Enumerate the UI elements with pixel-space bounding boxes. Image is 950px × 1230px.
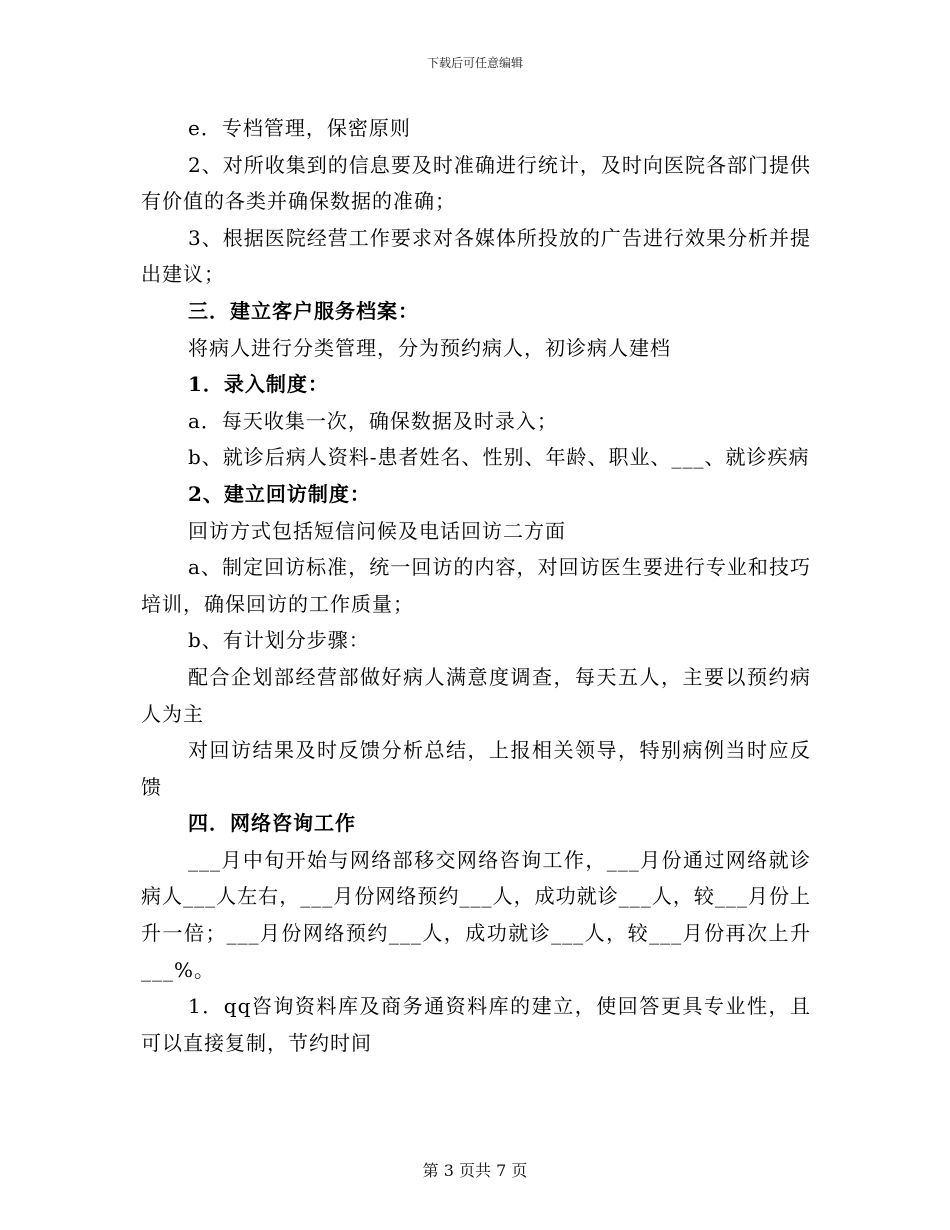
paragraph: 对回访结果及时反馈分析总结，上报相关领导，特别病例当时应反馈	[141, 738, 811, 799]
paragraph: 2、对所收集到的信息要及时准确进行统计，及时向医院各部门提供有价值的各类并确保数据的准确；	[141, 152, 811, 214]
paragraph: 1．qq咨询资料库及商务通资料库的建立，使回答更具专业性，且可以直接复制，节约时间	[141, 994, 811, 1055]
paragraph: ___月中旬开始与网络部移交网络咨询工作，___月份通过网络就诊病人___人左右，___月份网络预约___人，成功就诊___人，较___月份上升一倍；___月份网络预约___人，成功就诊___人，较___月份再次上升___%。	[141, 847, 811, 982]
section-heading: 三．建立客户服务档案：	[188, 298, 419, 323]
page-header: 下载后可任意编辑	[426, 56, 523, 70]
subsection-heading: 1．录入制度：	[188, 372, 329, 397]
section-heading: 四．网络咨询工作	[188, 811, 356, 836]
document-body	[141, 110, 811, 1061]
subsection-heading: 2、建立回访制度：	[188, 481, 371, 506]
paragraph: b、就诊后病人资料-患者姓名、性别、年龄、职业、___、就诊疾病	[188, 445, 810, 470]
paragraph: 配合企划部经营部做好病人满意度调查，每天五人，主要以预约病人为主	[141, 664, 811, 726]
paragraph: 回访方式包括短信问候及电话回访二方面	[188, 518, 566, 543]
page-footer: 第 3 页共 7 页	[422, 1161, 528, 1180]
paragraph: b、有计划分步骤：	[188, 628, 370, 653]
paragraph: 将病人进行分类管理，分为预约病人，初诊病人建档	[188, 335, 671, 360]
paragraph: a．每天收集一次，确保数据及时录入；	[188, 408, 558, 433]
paragraph: a、制定回访标准，统一回访的内容，对回访医生要进行专业和技巧培训，确保回访的工作质量；	[141, 555, 811, 616]
paragraph: 3、根据医院经营工作要求对各媒体所投放的广告进行效果分析并提出建议；	[141, 225, 811, 287]
paragraph: e．专档管理，保密原则	[188, 116, 411, 140]
